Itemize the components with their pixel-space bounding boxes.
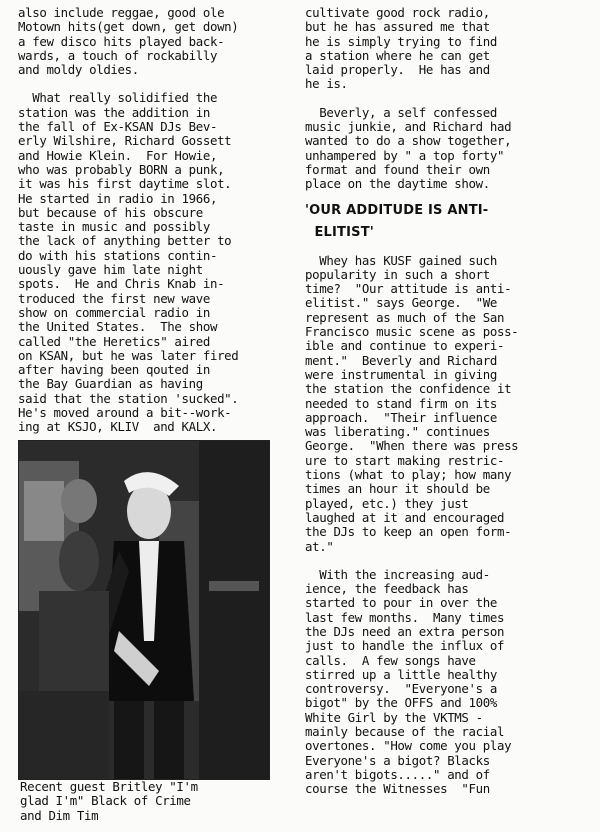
right-column bbox=[305, 0, 585, 797]
performer-photo bbox=[18, 440, 270, 780]
right-paragraph-4: With the increasing aud- ience, the feedback has started to pour in over the last few months. Many times the DJs need an extra person just to handle the influx of calls. A few songs have stirred up a little healthy controversy. "Everyone's a bigot" by the OFFS and 100% White Girl by the VKTMS - mainly because of the racial overtones. "How come you play Everyone's a bigot? Blacks aren't bigots....." and of course the Witnesses "Fun bbox=[305, 566, 512, 797]
right-paragraph-2: Beverly, a self confessed music junkie, and Richard had wanted to do a show together, unhampered by " a top forty" format and found their own place on the daytime show. bbox=[305, 104, 512, 192]
right-paragraph-1: cultivate good rock radio, but he has assured me that he is simply trying to find a station where he can get laid properly. He has and he is. bbox=[305, 5, 497, 92]
left-column bbox=[18, 0, 284, 435]
section-heading-line-1: 'OUR ADDITUDE IS ANTI- bbox=[305, 202, 489, 218]
section-heading-line-2: ELITIST' bbox=[305, 224, 374, 240]
photo-of-performer-icon bbox=[19, 441, 269, 779]
left-paragraph-1: also include reggae, good ole Motown hits(get down, get down) a few disco hits played back- wards, a touch of rockabilly and moldy oldies. bbox=[18, 5, 239, 78]
photo-caption: Recent guest Britley "I'm glad I'm" Black of Crime and Dim Tim bbox=[20, 779, 198, 823]
right-paragraph-3: Whey has KUSF gained such popularity in such a short time? "Our attitude is anti- elitist." says George. "We represent as much of the San Francisco music scene as poss- ible and continue to experi- ment." Beverly and Richard were instrumental in giving the station the confidence it needed to stand firm on its approach. "Their influence was liberating." continues George. "When there was press ure to start making restric- tions (what to play; how many times an hour it should be played, etc.) they just laughed at it and encouraged the DJs to keep an open form- at." bbox=[305, 252, 519, 554]
left-paragraph-2: What really solidified the station was the addition in the fall of Ex-KSAN DJs Bev- erly Wilshire, Richard Gossett and Howie Klein. For Howie, who was probably BORN a punk, it was his first daytime slot. He started in radio in 1966, but because of his obscure taste in music and possibly the lack of anything better to do with his stations contin- uously gave him late night spots. He and Chris Knab in- troduced the first new wave show on commercial radio in the United States. The show called "the Heretics" aired on KSAN, but he was later fired after having been qouted in the Bay Guardian as having said that the station 'sucked". He's moved around a bit--work- ing at KSJO, KLIV and KALX. bbox=[18, 90, 239, 435]
